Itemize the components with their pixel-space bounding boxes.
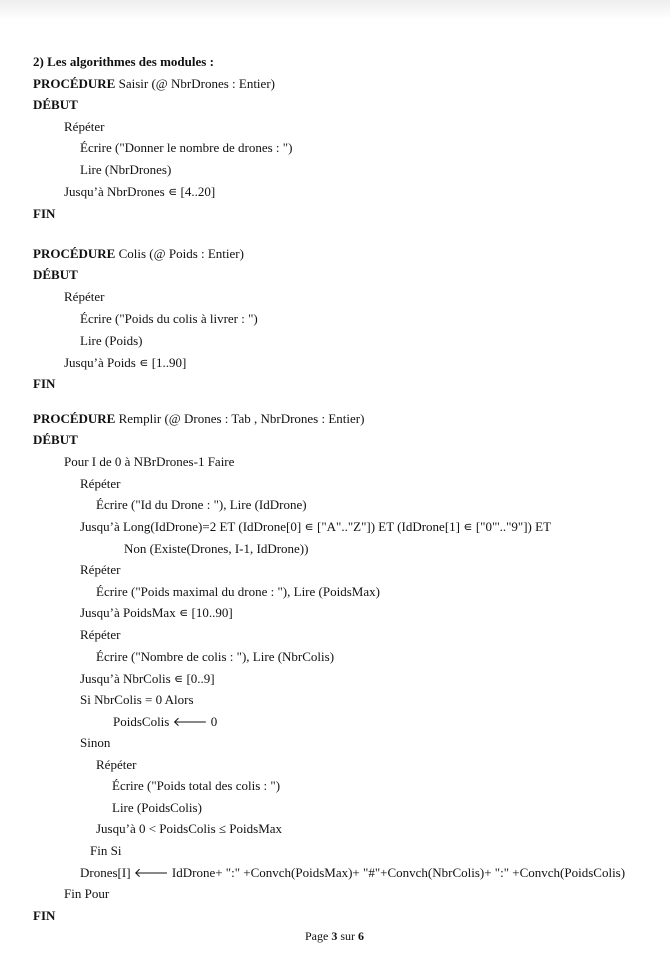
code-line: Fin Pour xyxy=(64,886,110,901)
keyword-procedure: PROCÉDURE xyxy=(33,411,116,426)
code-line: Non (Existe(Drones, I-1, IdDrone)) xyxy=(124,541,309,556)
code-line: Répéter xyxy=(80,562,121,577)
code-line: Lire (PoidsColis) xyxy=(112,800,202,815)
code-line: PoidsColis 🡐 0 xyxy=(113,714,218,729)
keyword-fin: FIN xyxy=(33,376,56,391)
keyword-procedure: PROCÉDURE xyxy=(33,76,116,91)
code-line: Pour I de 0 à NBrDrones-1 Faire xyxy=(64,454,235,469)
code-line: Jusqu’à Long(IdDrone)=2 ET (IdDrone[0] ∊ ["A".."Z"]) ET (IdDrone[1] ∊ ["0"'.."9"]) ET xyxy=(80,519,552,534)
keyword-procedure: PROCÉDURE xyxy=(33,246,116,261)
code-line: Écrire ("Poids maximal du drone : "), Lire (PoidsMax) xyxy=(96,584,380,599)
code-line: Sinon xyxy=(80,735,111,750)
procedure-signature: Colis (@ Poids : Entier) xyxy=(115,246,244,261)
code-line: Écrire ("Poids du colis à livrer : ") xyxy=(80,311,258,326)
page-number-prefix: Page xyxy=(305,929,332,943)
procedure-remplir-header xyxy=(33,411,364,427)
section-title: 2) Les algorithmes des modules : xyxy=(33,54,214,69)
code-line: Écrire ("Id du Drone : "), Lire (IdDrone) xyxy=(96,497,307,512)
keyword-fin: FIN xyxy=(33,908,56,923)
code-line: Jusqu’à PoidsMax ∊ [10..90] xyxy=(80,605,233,620)
page-number-total: 6 xyxy=(358,929,364,943)
code-line: Lire (Poids) xyxy=(80,333,143,348)
code-line: Répéter xyxy=(64,119,105,134)
code-line: Écrire ("Donner le nombre de drones : ") xyxy=(80,140,293,155)
keyword-debut: DÉBUT xyxy=(33,267,78,282)
keyword-debut: DÉBUT xyxy=(33,97,78,112)
procedure-saisir-header xyxy=(33,76,275,92)
code-line: Drones[I] 🡐 IdDrone+ ":" +Convch(PoidsMax)+ "#"+Convch(NbrColis)+ ":" +Convch(PoidsColis) xyxy=(80,865,626,880)
code-line: Si NbrColis = 0 Alors xyxy=(80,692,194,707)
code-line: Écrire ("Poids total des colis : ") xyxy=(112,778,281,793)
procedure-colis-header xyxy=(33,246,244,262)
procedure-signature: Remplir (@ Drones : Tab , NbrDrones : Entier) xyxy=(115,411,365,426)
code-line: Jusqu’à NbrDrones ∊ [4..20] xyxy=(64,184,216,199)
code-line: Écrire ("Nombre de colis : "), Lire (NbrColis) xyxy=(96,649,335,664)
code-line: Jusqu’à 0 < PoidsColis ≤ PoidsMax xyxy=(96,821,283,836)
code-line: Fin Si xyxy=(90,843,122,858)
page-number-current: 3 xyxy=(331,929,338,943)
code-line: Jusqu’à Poids ∊ [1..90] xyxy=(64,355,187,370)
page-number-separator: sur xyxy=(337,929,358,943)
code-line: Répéter xyxy=(64,289,105,304)
page-top-shadow xyxy=(0,0,670,20)
procedure-signature: Saisir (@ NbrDrones : Entier) xyxy=(115,76,275,91)
code-line: Lire (NbrDrones) xyxy=(80,162,172,177)
code-line: Répéter xyxy=(96,757,137,772)
keyword-fin: FIN xyxy=(33,206,56,221)
code-line: Répéter xyxy=(80,476,121,491)
code-line: Répéter xyxy=(80,627,121,642)
page-number xyxy=(305,928,364,944)
keyword-debut: DÉBUT xyxy=(33,432,78,447)
code-line: Jusqu’à NbrColis ∊ [0..9] xyxy=(80,671,215,686)
